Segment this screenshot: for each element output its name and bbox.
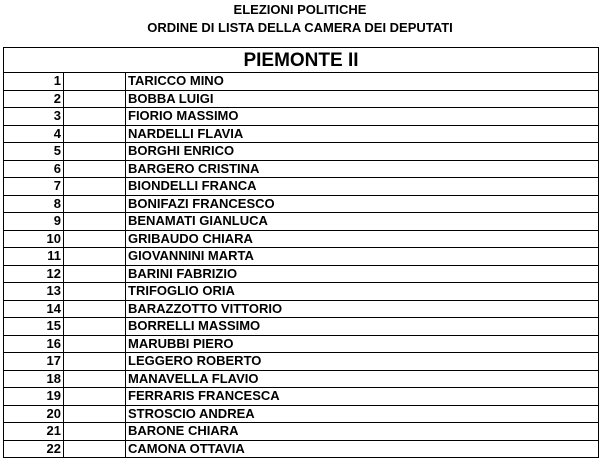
candidate-row: [4, 405, 598, 423]
candidate-row: [4, 388, 598, 406]
blank-cell: [64, 143, 126, 161]
candidate-number: 4: [4, 125, 64, 143]
candidate-row: [4, 178, 598, 196]
candidate-number: 14: [4, 300, 64, 318]
blank-cell: [64, 160, 126, 178]
candidate-row: [4, 370, 598, 388]
document-subtitle: ORDINE DI LISTA DELLA CAMERA DEI DEPUTATI: [147, 20, 453, 35]
blank-cell: [64, 405, 126, 423]
candidate-row: [4, 248, 598, 266]
candidate-row: [4, 73, 598, 90]
candidate-name: BARGERO CRISTINA: [126, 160, 599, 178]
candidate-row: [4, 283, 598, 301]
candidate-name: BIONDELLI FRANCA: [126, 178, 599, 196]
candidate-row: [4, 143, 598, 161]
candidate-name: BENAMATI GIANLUCA: [126, 213, 599, 231]
blank-cell: [64, 125, 126, 143]
candidate-name: STROSCIO ANDREA: [126, 405, 599, 423]
candidate-number: 20: [4, 405, 64, 423]
candidate-name: MANAVELLA FLAVIO: [126, 370, 599, 388]
candidate-number: 10: [4, 230, 64, 248]
candidate-name: BARAZZOTTO VITTORIO: [126, 300, 599, 318]
candidate-number: 15: [4, 318, 64, 336]
candidate-number: 3: [4, 108, 64, 126]
blank-cell: [64, 248, 126, 266]
candidate-number: 1: [4, 73, 64, 90]
blank-cell: [64, 265, 126, 283]
candidate-row: [4, 423, 598, 441]
candidate-number: 16: [4, 335, 64, 353]
candidate-name: BARONE CHIARA: [126, 423, 599, 441]
candidate-row: [4, 300, 598, 318]
document-title: ELEZIONI POLITICHE: [233, 2, 367, 17]
candidate-number: 13: [4, 283, 64, 301]
candidate-name: LEGGERO ROBERTO: [126, 353, 599, 371]
candidate-number: 6: [4, 160, 64, 178]
candidate-number: 18: [4, 370, 64, 388]
candidate-row: [4, 230, 598, 248]
blank-cell: [64, 440, 126, 458]
candidate-name: BOBBA LUIGI: [126, 90, 599, 108]
candidate-number: 21: [4, 423, 64, 441]
candidate-name: BORRELLI MASSIMO: [126, 318, 599, 336]
candidate-row: [4, 125, 598, 143]
candidate-row: [4, 318, 598, 336]
candidate-name: NARDELLI FLAVIA: [126, 125, 599, 143]
candidate-number: 19: [4, 388, 64, 406]
blank-cell: [64, 90, 126, 108]
candidate-number: 12: [4, 265, 64, 283]
candidate-table: [4, 73, 598, 458]
region-title: PIEMONTE II: [4, 48, 598, 73]
candidate-row: [4, 353, 598, 371]
candidate-number: 8: [4, 195, 64, 213]
candidate-number: 2: [4, 90, 64, 108]
blank-cell: [64, 423, 126, 441]
candidate-row: [4, 195, 598, 213]
candidate-name: BORGHI ENRICO: [126, 143, 599, 161]
candidate-table-body: [4, 73, 598, 458]
candidate-name: TRIFOGLIO ORIA: [126, 283, 599, 301]
candidate-name: FIORIO MASSIMO: [126, 108, 599, 126]
candidate-number: 9: [4, 213, 64, 231]
blank-cell: [64, 353, 126, 371]
candidate-row: [4, 265, 598, 283]
candidate-number: 11: [4, 248, 64, 266]
blank-cell: [64, 300, 126, 318]
candidate-name: TARICCO MINO: [126, 73, 599, 90]
candidate-name: GRIBAUDO CHIARA: [126, 230, 599, 248]
blank-cell: [64, 318, 126, 336]
blank-cell: [64, 213, 126, 231]
candidate-name: FERRARIS FRANCESCA: [126, 388, 599, 406]
candidate-number: 17: [4, 353, 64, 371]
candidate-name: GIOVANNINI MARTA: [126, 248, 599, 266]
candidate-number: 5: [4, 143, 64, 161]
blank-cell: [64, 370, 126, 388]
blank-cell: [64, 388, 126, 406]
candidate-number: 22: [4, 440, 64, 458]
blank-cell: [64, 230, 126, 248]
candidate-list-sheet: [3, 47, 599, 458]
blank-cell: [64, 178, 126, 196]
candidate-row: [4, 335, 598, 353]
candidate-name: BARINI FABRIZIO: [126, 265, 599, 283]
candidate-row: [4, 440, 598, 458]
candidate-row: [4, 160, 598, 178]
candidate-name: CAMONA OTTAVIA: [126, 440, 599, 458]
blank-cell: [64, 195, 126, 213]
blank-cell: [64, 335, 126, 353]
candidate-name: BONIFAZI FRANCESCO: [126, 195, 599, 213]
blank-cell: [64, 73, 126, 90]
candidate-number: 7: [4, 178, 64, 196]
candidate-row: [4, 213, 598, 231]
candidate-name: MARUBBI PIERO: [126, 335, 599, 353]
blank-cell: [64, 108, 126, 126]
blank-cell: [64, 283, 126, 301]
candidate-row: [4, 108, 598, 126]
candidate-row: [4, 90, 598, 108]
